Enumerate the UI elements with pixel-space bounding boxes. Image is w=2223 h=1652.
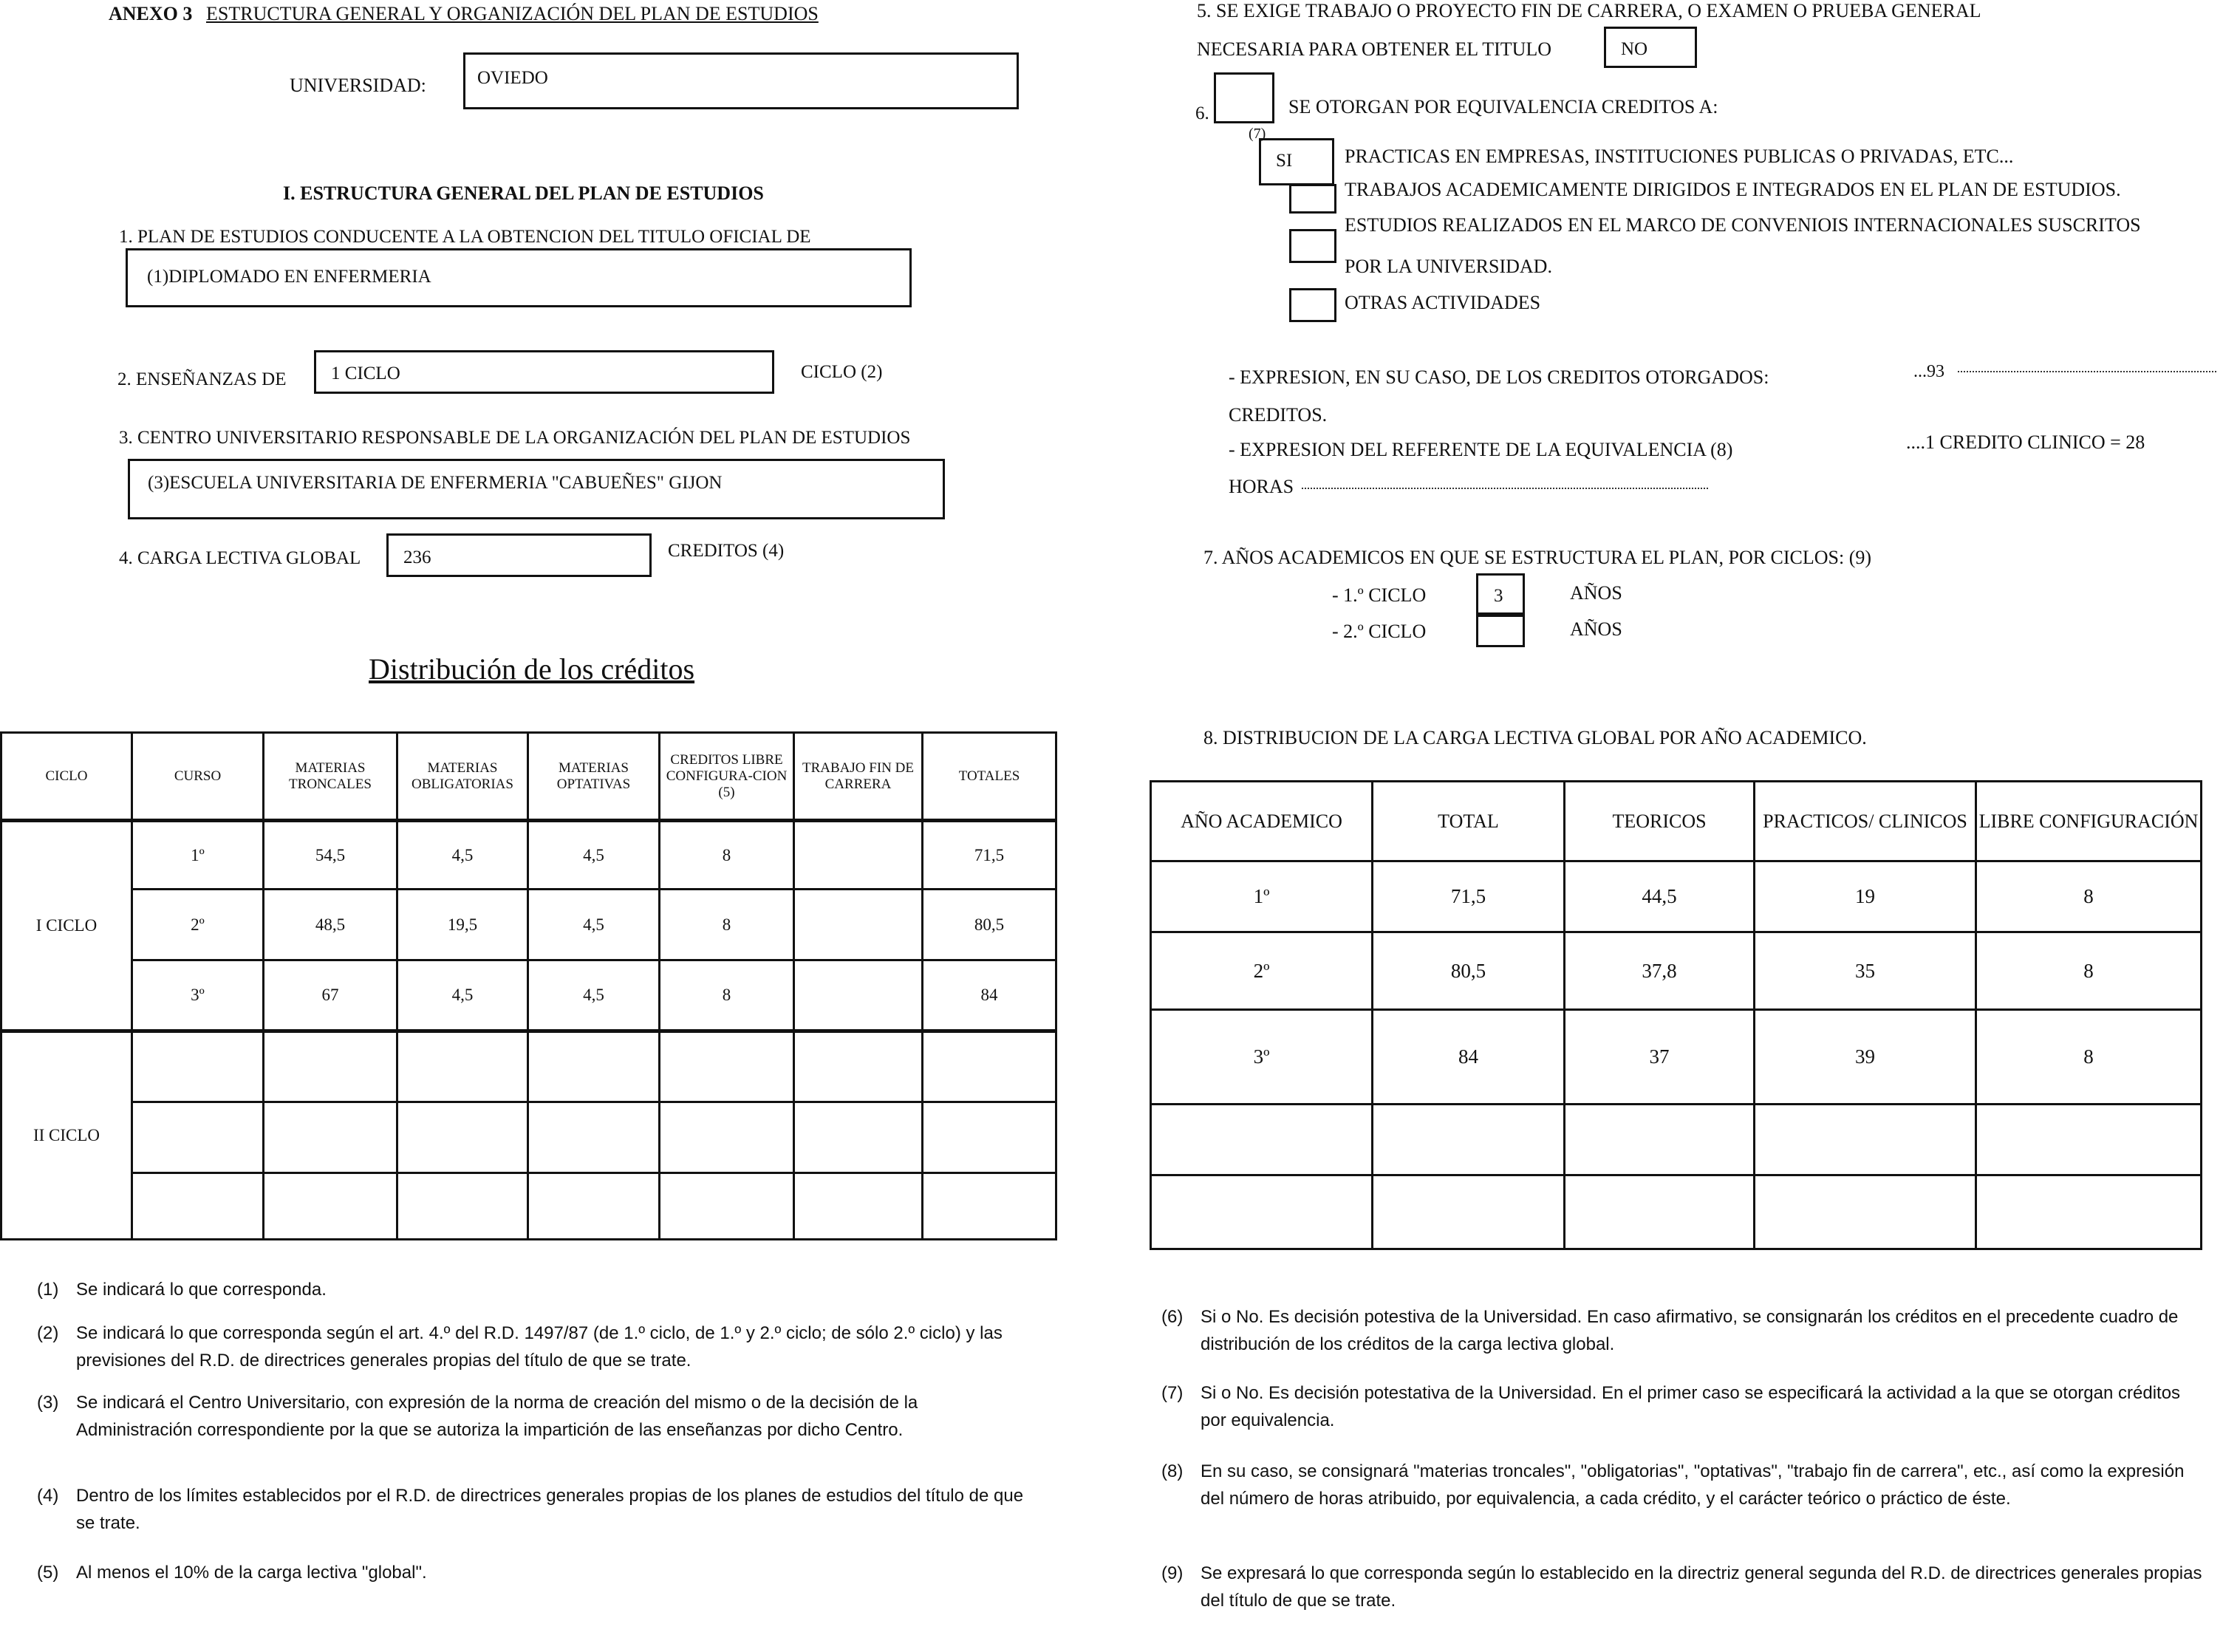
option-label-practicas: PRACTICAS EN EMPRESAS, INSTITUCIONES PUBLICAS O PRIVADAS, ETC... xyxy=(1345,146,2014,167)
table-cell xyxy=(397,1031,528,1102)
q6-checkbox xyxy=(1214,72,1274,123)
header-trabajo-fin: TRABAJO FIN DE CARRERA xyxy=(794,733,923,821)
footnote-6 xyxy=(1161,1303,2210,1362)
header-totales: TOTALES xyxy=(923,733,1056,821)
table-cell xyxy=(1565,1175,1755,1249)
footnote-text: En su caso, se consignará "materias troncales", "obligatorias", "optativas", "trabajo fin de carrera", etc., así como la expresión del número de horas atribuido, por equivalencia, a cada crédito, y el carácter teórico o práctico de éste. xyxy=(1201,1461,2185,1509)
table-cell: 8 xyxy=(1976,932,2202,1010)
table-cell: 67 xyxy=(264,960,397,1031)
table-cell xyxy=(528,1031,660,1102)
q7-ciclo2-field xyxy=(1476,615,1525,647)
ciclo-2-label: II CICLO xyxy=(1,1031,132,1240)
footnote-text: Se indicará el Centro Universitario, con expresión de la norma de creación del mismo o de la decisión de la Administración correspondiente por la que se autoriza la impartición de las enseñanzas por dicho Centro. xyxy=(76,1393,918,1440)
table-cell xyxy=(1373,1175,1565,1249)
table-row xyxy=(1,890,1056,960)
header-obligatorias: MATERIAS OBLIGATORIAS xyxy=(397,733,528,821)
header-practicos: PRACTICOS/ CLINICOS xyxy=(1755,782,1976,861)
header-optativas: MATERIAS OPTATIVAS xyxy=(528,733,660,821)
expr-equivalence-value: ....1 CREDITO CLINICO = 28 xyxy=(1906,431,2145,453)
footnote-number: (8) xyxy=(1161,1461,1184,1481)
table-cell xyxy=(1976,1105,2202,1175)
table-row xyxy=(1,821,1056,890)
table-cell xyxy=(794,1031,923,1102)
footnote-text: Al menos el 10% de la carga lectiva "global". xyxy=(76,1563,427,1583)
header-troncales: MATERIAS TRONCALES xyxy=(264,733,397,821)
q7-ciclo2-label: - 2.º CICLO xyxy=(1332,621,1427,642)
table-cell xyxy=(1151,1105,1373,1175)
expr-credits-value: ...93 xyxy=(1913,362,1944,381)
table-cell: 8 xyxy=(1976,861,2202,932)
table-row xyxy=(1,1031,1056,1102)
q2-label: 2. ENSEÑANZAS DE xyxy=(117,369,287,389)
table-cell xyxy=(1373,1105,1565,1175)
footnote-number: (7) xyxy=(1161,1383,1184,1403)
footnote-number: (5) xyxy=(37,1563,59,1583)
table-cell xyxy=(132,1102,264,1173)
q4-field xyxy=(386,533,652,577)
expr-equivalence-label: - EXPRESION DEL REFERENTE DE LA EQUIVALENCIA (8) xyxy=(1229,439,1733,460)
table-cell: 2º xyxy=(1151,932,1373,1010)
table-cell xyxy=(1565,1105,1755,1175)
table-cell: 8 xyxy=(660,960,794,1031)
table-row xyxy=(1,1173,1056,1240)
q7-label: 7. AÑOS ACADEMICOS EN QUE SE ESTRUCTURA EL PLAN, POR CICLOS: (9) xyxy=(1203,547,1872,568)
footnote-number: (6) xyxy=(1161,1307,1184,1327)
table-cell xyxy=(794,1102,923,1173)
q7-ciclo1-unit: AÑOS xyxy=(1570,582,1622,604)
header-total: TOTAL xyxy=(1373,782,1565,861)
q5-line1: 5. SE EXIGE TRABAJO O PROYECTO FIN DE CARRERA, O EXAMEN O PRUEBA GENERAL xyxy=(1197,0,1981,21)
footnote-number: (2) xyxy=(37,1323,59,1343)
ciclo-1-label: I CICLO xyxy=(1,821,132,1031)
table-cell xyxy=(923,1173,1056,1240)
q8-title: 8. DISTRIBUCION DE LA CARGA LECTIVA GLOBAL POR AÑO ACADEMICO. xyxy=(1203,727,1867,748)
table-cell xyxy=(397,1173,528,1240)
table-cell: 80,5 xyxy=(1373,932,1565,1010)
table-cell xyxy=(794,890,923,960)
table-cell: 3º xyxy=(1151,1010,1373,1105)
table-cell xyxy=(264,1173,397,1240)
table-cell: 4,5 xyxy=(397,960,528,1031)
university-field xyxy=(463,52,1019,109)
q3-label: 3. CENTRO UNIVERSITARIO RESPONSABLE DE LA ORGANIZACIÓN DEL PLAN DE ESTUDIOS xyxy=(119,428,911,448)
table-cell: 8 xyxy=(660,890,794,960)
table-cell: 71,5 xyxy=(1373,861,1565,932)
table-cell xyxy=(264,1102,397,1173)
option-checkbox-estudios xyxy=(1289,229,1336,263)
footnote-1 xyxy=(37,1276,1042,1305)
footnote-text: Se indicará lo que corresponda según el art. 4.º del R.D. 1497/87 (de 1.º ciclo, de 1.º y 2.º ciclo; de sólo 2.º ciclo) y las previsiones del R.D. de directrices generales propias del título de que se trate. xyxy=(76,1323,1003,1371)
table-cell: 80,5 xyxy=(923,890,1056,960)
credits-header-row xyxy=(1,733,1056,821)
table-cell: 8 xyxy=(660,821,794,890)
table-cell xyxy=(1755,1105,1976,1175)
option-label-estudios: ESTUDIOS REALIZADOS EN EL MARCO DE CONVENIOIS INTERNACIONALES SUSCRITOS xyxy=(1345,214,2141,236)
header-libre-configuracion: CREDITOS LIBRE CONFIGURA-CION (5) xyxy=(660,733,794,821)
footnote-text: Se expresará lo que corresponda según lo establecido en la directriz general segunda del R.D. de directrices generales propias del título de que se trate. xyxy=(1201,1563,2202,1611)
option-checkbox-practicas xyxy=(1259,138,1334,185)
q7-ciclo1-field xyxy=(1476,573,1525,615)
footnote-text: Dentro de los límites establecidos por el R.D. de directrices generales propias de los planes de estudios del título de que se trate. xyxy=(76,1486,1024,1533)
table-cell: 1º xyxy=(1151,861,1373,932)
table-cell: 48,5 xyxy=(264,890,397,960)
table-cell: 4,5 xyxy=(528,960,660,1031)
header-ano-academico: AÑO ACADEMICO xyxy=(1151,782,1373,861)
table-cell: 54,5 xyxy=(264,821,397,890)
table-cell: 37,8 xyxy=(1565,932,1755,1010)
table-cell xyxy=(264,1031,397,1102)
footnote-5 xyxy=(37,1559,1042,1588)
table-cell xyxy=(528,1102,660,1173)
table-row xyxy=(1151,1175,2202,1249)
load-header-row xyxy=(1151,782,2202,861)
footnote-2 xyxy=(37,1320,1042,1379)
expr-credits-cont: CREDITOS. xyxy=(1229,404,1328,426)
table-cell: 19,5 xyxy=(397,890,528,960)
footnote-text: Se indicará lo que corresponda. xyxy=(76,1280,327,1300)
table-cell xyxy=(1151,1175,1373,1249)
table-cell: 1º xyxy=(132,821,264,890)
q6-note-mark: (7) xyxy=(1249,126,1266,142)
table-cell xyxy=(794,1173,923,1240)
table-cell: 4,5 xyxy=(528,821,660,890)
table-cell: 4,5 xyxy=(397,821,528,890)
q4-value: 236 xyxy=(403,547,431,567)
footnote-9 xyxy=(1161,1560,2210,1619)
table-row xyxy=(1,960,1056,1031)
table-cell xyxy=(132,1031,264,1102)
distribution-title: Distribución de los créditos xyxy=(369,652,695,686)
q7-ciclo1-label: - 1.º CICLO xyxy=(1332,584,1427,606)
footnote-number: (1) xyxy=(37,1280,59,1300)
annex-label: ANEXO 3 xyxy=(109,3,193,24)
table-cell: 44,5 xyxy=(1565,861,1755,932)
table-row xyxy=(1151,861,2202,932)
university-value: OVIEDO xyxy=(477,68,548,88)
option-label-otras: OTRAS ACTIVIDADES xyxy=(1345,292,1541,313)
table-cell: 2º xyxy=(132,890,264,960)
footnote-8 xyxy=(1161,1458,2210,1546)
footnote-text: Si o No. Es decisión potestativa de la Universidad. En el primer caso se especificará la actividad a la que se otorgan créditos por equivalencia. xyxy=(1201,1383,2181,1430)
table-row xyxy=(1151,932,2202,1010)
annex-title: ESTRUCTURA GENERAL Y ORGANIZACIÓN DEL PLAN DE ESTUDIOS xyxy=(206,3,819,24)
table-cell: 84 xyxy=(1373,1010,1565,1105)
expr-credits-label: - EXPRESION, EN SU CASO, DE LOS CREDITOS OTORGADOS: xyxy=(1229,366,1769,388)
q3-value: (3)ESCUELA UNIVERSITARIA DE ENFERMERIA "CABUEÑES" GIJON xyxy=(148,473,723,493)
table-cell xyxy=(528,1173,660,1240)
footnote-text: Si o No. Es decisión potestiva de la Universidad. En caso afirmativo, se consignarán los créditos en el precedente cuadro de distribución de los créditos de la carga lectiva global. xyxy=(1201,1307,2179,1354)
table-cell: 8 xyxy=(1976,1010,2202,1105)
header-curso: CURSO xyxy=(132,733,264,821)
table-cell: 3º xyxy=(132,960,264,1031)
option-checkbox-otras xyxy=(1289,288,1336,322)
q1-label: 1. PLAN DE ESTUDIOS CONDUCENTE A LA OBTENCION DEL TITULO OFICIAL DE xyxy=(119,227,811,247)
table-cell xyxy=(660,1031,794,1102)
table-row xyxy=(1151,1010,2202,1105)
q2-value: 1 CICLO xyxy=(331,363,400,383)
section-title: I. ESTRUCTURA GENERAL DEL PLAN DE ESTUDIOS xyxy=(283,182,764,204)
header-libre-configuracion: LIBRE CONFIGURACIÓN xyxy=(1976,782,2202,861)
table-cell: 71,5 xyxy=(923,821,1056,890)
table-cell: 39 xyxy=(1755,1010,1976,1105)
dotted-leader xyxy=(1302,488,1708,489)
table-row xyxy=(1151,1105,2202,1175)
header-ciclo: CICLO xyxy=(1,733,132,821)
q4-label: 4. CARGA LECTIVA GLOBAL xyxy=(119,548,361,568)
q3-field xyxy=(128,459,945,519)
table-cell: 35 xyxy=(1755,932,1976,1010)
table-cell xyxy=(1976,1175,2202,1249)
q1-field xyxy=(126,248,912,307)
option-label-estudios-cont: POR LA UNIVERSIDAD. xyxy=(1345,256,1552,277)
table-cell: 19 xyxy=(1755,861,1976,932)
table-cell xyxy=(794,960,923,1031)
q5-field xyxy=(1604,27,1697,68)
table-cell: 84 xyxy=(923,960,1056,1031)
option-value: SI xyxy=(1276,151,1293,171)
q1-value: (1)DIPLOMADO EN ENFERMERIA xyxy=(147,267,431,287)
expr-equivalence-cont: HORAS xyxy=(1229,476,1294,497)
table-cell xyxy=(794,821,923,890)
footnote-number: (3) xyxy=(37,1393,59,1413)
table-cell xyxy=(132,1173,264,1240)
q4-suffix: CREDITOS (4) xyxy=(668,541,785,561)
q5-line2: NECESARIA PARA OBTENER EL TITULO xyxy=(1197,38,1552,60)
table-cell: 4,5 xyxy=(528,890,660,960)
load-table xyxy=(1150,780,2202,1250)
footnote-4 xyxy=(37,1482,1042,1541)
q6-label: SE OTORGAN POR EQUIVALENCIA CREDITOS A: xyxy=(1288,96,1718,117)
table-cell: 37 xyxy=(1565,1010,1755,1105)
table-row xyxy=(1,1102,1056,1173)
footnote-number: (4) xyxy=(37,1486,59,1506)
q7-ciclo1-value: 3 xyxy=(1494,586,1503,606)
table-cell xyxy=(923,1102,1056,1173)
credits-table xyxy=(0,731,1057,1240)
table-cell xyxy=(923,1031,1056,1102)
footnote-3 xyxy=(37,1389,1042,1478)
q6-number: 6. xyxy=(1195,103,1209,123)
footnote-number: (9) xyxy=(1161,1563,1184,1583)
university-label: UNIVERSIDAD: xyxy=(290,75,426,96)
q5-value: NO xyxy=(1621,39,1648,59)
option-label-trabajos: TRABAJOS ACADEMICAMENTE DIRIGIDOS E INTEGRADOS EN EL PLAN DE ESTUDIOS. xyxy=(1345,179,2121,200)
footnote-7 xyxy=(1161,1379,2210,1438)
q7-ciclo2-unit: AÑOS xyxy=(1570,618,1622,640)
q2-suffix: CICLO (2) xyxy=(801,362,883,382)
table-cell xyxy=(397,1102,528,1173)
table-cell xyxy=(660,1173,794,1240)
table-cell xyxy=(660,1102,794,1173)
dotted-leader xyxy=(1958,371,2216,372)
header-teoricos: TEORICOS xyxy=(1565,782,1755,861)
q2-field xyxy=(314,350,774,394)
option-checkbox-trabajos xyxy=(1289,184,1336,214)
table-cell xyxy=(1755,1175,1976,1249)
